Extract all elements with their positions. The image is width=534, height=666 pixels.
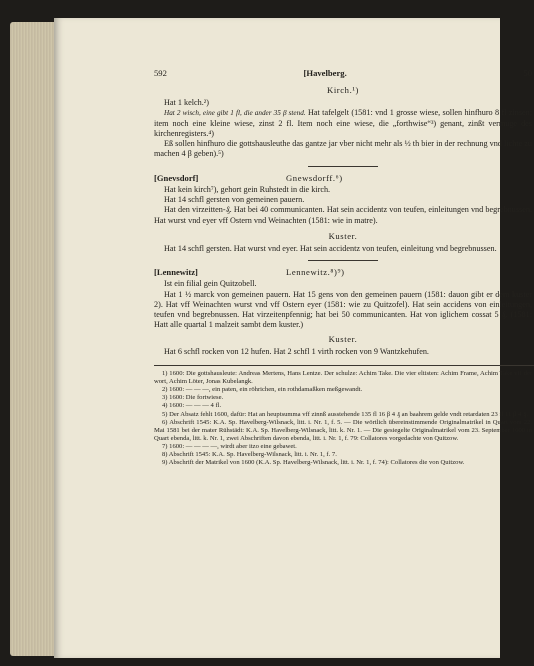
section-divider (308, 260, 378, 261)
marginal-number: 50 (523, 68, 532, 78)
kuster2-line-1: Hat 6 schfl rocken von 12 hufen. Hat 2 schfl 1 virth rocken von 9 Wantzkehufen. (164, 346, 429, 356)
place-name-gnewsdorf: Gnewsdorff.⁶) (286, 172, 343, 183)
place-tag-gnevsdorf: [Gnevsdorf] (154, 172, 199, 183)
footnote-6: 6) Abschrift 1545: K.A. Sp. Havelberg-Wilsnack, litt. i. Nr. 1, f. 5. — Die wörtlich übereinstimmende Originalmatrikel in Quart vom 22. Mai 1581 bei der mater Rühstädt: K.A. Sp. Havelberg-Wilsnack, litt. k. Nr. 1. — Die gesiegelte Originalmatrikel vom 23. September 1600 in Quart ebenda, litt. k. Nr. 1, zwei Abschriften davon ebenda, litt. i. Nr. 1, f. 79: Collatores vorgedachte von Quitzow. (154, 418, 532, 442)
lennewitz-line-1: Ist ein filial gein Quitzobell. (164, 279, 257, 289)
running-header (154, 68, 532, 78)
section-heading-kuster-1: Kuster. (328, 230, 358, 241)
kirch-line-1: Hat 1 kelch.²) (164, 98, 209, 107)
footnote-divider (154, 365, 534, 366)
kirch-line-2b: Hat tafelgelt (1581: vnd 1 grosse wiese, sollen hinfhuro 8 fl zinsen; item noch eine kleine wiese, zinst 2 fl. Item noch eine wiese, die „forthwise“³) genant, zinßt vermuge des kirchenregisters.⁴) (154, 108, 533, 138)
lennewitz-line-2: Hat 1 ½ marck von gemeinen pauern. Hat 15 gens von den gemeinen pauern (1581: dauon gibt er dem kuster 2). Hat vff Weinachten wurst vnd vff Ostern eyer (1581: wie zu Quitzofel). Hat sein accidens von einleitungen, teufen vnd begrebnussen. Hat virzeitenpfennig; hat bei 50 communicanten. Hat von iglichem cossat 5 ₰. (1581: Hatt alle quartal 1 malzeit sambt dem kuster.) (154, 289, 532, 330)
footnote-3: 3) 1600: Die fortwiese. (162, 394, 224, 402)
footnote-9: 9) Abschrift der Matrikel von 1600 (K.A. Sp. Havelberg-Wilsnack, litt. i. Nr. 1, f. 74): Collatores die von Quitzow. (162, 459, 465, 467)
kirch-line-4: Eß sollen hinfhuro die gottshausleuthe das gantze jar vber nicht mehr als ½ th bier in der rechnung vnd lichte zu machen 4 β geben).⁵) (154, 139, 532, 159)
footnote-2: 2) 1600: — — —, ein paten, ein röhrichen, ein rothdamaßken meßgewandt. (162, 386, 363, 394)
footnote-5: 5) Der Absatz fehlt 1600, dafür: Hat an heuptsumma vff zinnß ausstehende 135 fl 16 β 4 ₰ an baahrem gelde vndt retardaten 23 fl 11 β 4 ₰. (162, 410, 528, 418)
kirch-line-2-italic: Hat 2 wisch, eine gibt 1 fl, die ander 35 β stend. (164, 109, 306, 118)
footnotes (154, 370, 532, 467)
kuster1-line-1: Hat 14 schfl gersten. Hat wurst vnd eyer. Hat sein accidentz von teufen, einleitung vnd begrebnussen. (164, 243, 497, 253)
book-page (54, 18, 533, 658)
section-heading-kuster-2: Kuster. (328, 333, 358, 344)
page-content (154, 68, 532, 467)
gnewsdorf-line-1: Hat kein kirch⁷), gehort gein Ruhstedt in die kirch. (164, 184, 331, 194)
section-heading-gnewsdorf (154, 173, 532, 183)
book (10, 18, 533, 658)
page-edges (10, 22, 60, 656)
place-tag-lennewitz: [Lennewitz] (154, 267, 198, 278)
footnote-8: 8) Abschrift 1545: K.A. Sp. Havelberg-Wilsnack, litt. i. Nr. 1, f. 7. (162, 450, 337, 458)
gnewsdorf-line-3: Hat den virzeitten-₰. Hat bei 40 communicanten. Hat sein accidentz von teufen, einleitungen vnd begrebnussen. Hat wurst vnd eyer vff Ostern vnd Weinachten (1581: wie in matre). (154, 205, 532, 225)
section-divider (308, 166, 378, 167)
place-name-lennewitz: Lennewitz.⁸)⁹) (286, 267, 345, 278)
footnote-7: 7) 1600: — — — —, wirdt aber itzo eine gebawet. (162, 442, 297, 450)
footnote-1: 1) 1600: Die gottshausleute: Andreas Mertens, Hans Lentze. Der schulze: Achim Take. Die vier eltisten: Achim Frame, Achim Take vff der wort, Achim Löter, Jonas Kubelangk. (154, 370, 532, 386)
gnewsdorf-line-2: Hat 14 schfl gersten von gemeinen pauern. (164, 195, 305, 205)
page-number: 592 (154, 68, 167, 78)
section-heading-kirch: Kirch.¹) (327, 85, 359, 95)
kirch-line-2 (154, 108, 532, 139)
running-title: [Havelberg. (303, 68, 347, 78)
footnote-4: 4) 1600: — — — 4 fl. (162, 402, 222, 410)
section-heading-lennewitz (154, 267, 532, 277)
